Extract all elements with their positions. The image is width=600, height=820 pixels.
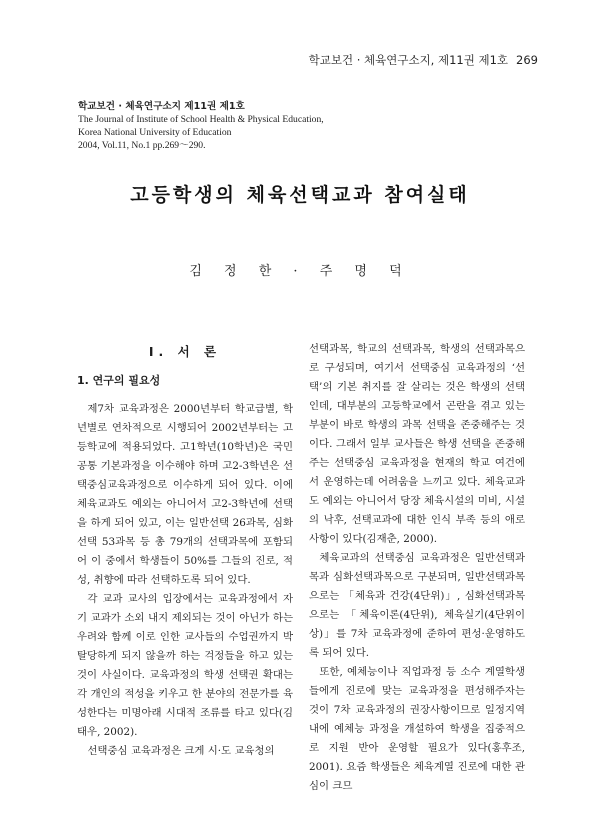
right-column bbox=[309, 340, 525, 796]
paper-title: 고등학생의 체육선택교과 참여실태 bbox=[130, 184, 470, 206]
masthead-journal-en: The Journal of Institute of School Health & Physical Education, bbox=[78, 114, 324, 125]
masthead-university: Korea National University of Education bbox=[78, 127, 232, 138]
body-paragraph: 선택과목, 학교의 선택과목, 학생의 선택과목으로 구성되며, 여기서 선택중심 교육과정의 ‘선택’의 기본 취지를 잘 살리는 것은 학생의 선택인데, 대부분의 고등학교에서 곤란을 겪고 있는 부분이 바로 학생의 과목 선택을 존중해주는 것이다. 그래서 일부 교사들은 학생 선택을 존중해 주는 선택중심 교육과정을 현재의 학교 여건에서 운영하는데 어려움을 느끼고 있다. 체육교과도 예외는 아니어서 당장 체육시설의 미비, 시설의 낙후, 선택교과에 대한 인식 부족 등의 애로사항이 있다(김재춘, 2000). bbox=[309, 343, 525, 545]
journal-masthead bbox=[78, 100, 378, 152]
running-header-journal: 학교보건 · 체육연구소지, 제11권 제1호 bbox=[308, 53, 509, 67]
paper-authors: 김 정 한 · 주 명 덕 bbox=[189, 264, 411, 279]
body-paragraph: 제7차 교육과정은 2000년부터 학교급별, 학년별로 연차적으로 시행되어 2002년부터는 고등학교에 적용되었다. 고1학년(10학년)은 국민공통 기본과정을 이수해야 하며 고2-3학년은 선택중심교육과정으로 이수하게 되어 있다. 이에 체육교과도 예외는 아니어서 고2-3학년에 선택을 하게 되어 있고, 이는 일반선택 26과목, 심화선택 53과목 등 총 79개의 선택과목에 포함되어 이 중에서 학생들이 50%를 그들의 진로, 적성, 취향에 따라 선택하도록 되어 있다. bbox=[77, 403, 293, 586]
left-column bbox=[77, 340, 293, 761]
running-header bbox=[309, 52, 538, 68]
masthead-journal-kr: 학교보건 · 체육연구소지 제11권 제1호 bbox=[78, 101, 245, 112]
body-paragraph: 각 교과 교사의 입장에서는 교육과정에서 자기 교과가 소외 내지 제외되는 것이 아닌가 하는 우려와 함께 이로 인한 교사들의 수업권까지 박탈당하게 되지 않을까 하는 걱정들을 하고 있는 것이 사실이다. 교육과정의 학생 선택권 확대는 각 개인의 적성을 키우고 한 분야의 전문가를 육성한다는 미명아래 시대적 조류를 타고 있다(김태우, 2002). bbox=[77, 593, 293, 738]
subsection-heading: 1. 연구의 필요성 bbox=[77, 374, 161, 387]
body-paragraph: 체육교과의 선택중심 교육과정은 일반선택과목과 심화선택과목으로 구분되며, 일반선택과목으로는 「체육과 건강(4단위)」, 심화선택과목으로는 「체육이론(4단위), 체육실기(4단위이상)」를 7차 교육과정에 준하여 편성·운영하도록 되어 있다. bbox=[309, 552, 525, 659]
page-number: 269 bbox=[516, 53, 538, 67]
body-paragraph: 선택중심 교육과정은 크게 시·도 교육청의 bbox=[87, 745, 275, 757]
body-paragraph: 또한, 예체능이나 직업과정 등 소수 계열학생들에게 진로에 맞는 교육과정을 편성해주자는 것이 7차 교육과정의 권장사항이므로 일정지역 내에 예체능 과정을 개설하여 학생을 집중적으로 지원 반아 운영할 필요가 있다(홍후조, 2001). 요즘 학생들은 체육계열 진로에 대한 관심이 크므 bbox=[309, 666, 525, 792]
section-heading: Ⅰ. 서 론 bbox=[148, 344, 222, 359]
masthead-citation: 2004, Vol.11, No.1 pp.269～290. bbox=[78, 140, 206, 151]
